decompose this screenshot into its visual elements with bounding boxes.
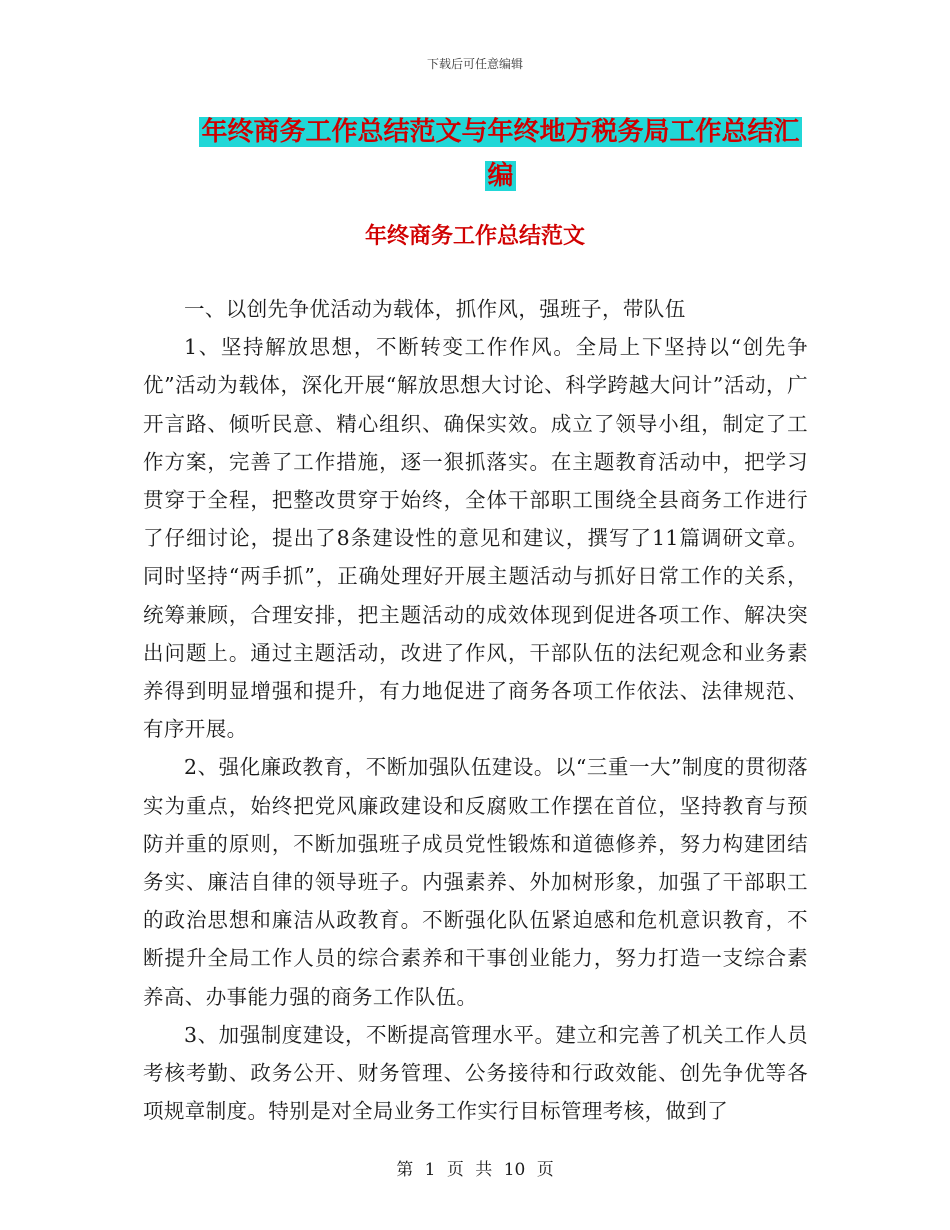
page-footer	[0, 1155, 950, 1180]
document-body	[143, 290, 808, 1130]
paragraph: 一、以创先争优活动为载体，抓作风，强班子，带队伍	[184, 297, 686, 321]
footer-total-pages: 10	[503, 1160, 526, 1180]
footer-prefix: 第	[396, 1160, 414, 1180]
paragraph: 2、强化廉政教育，不断加强队伍建设。以“三重一大”制度的贯彻落实为重点，始终把党风廉政建设和反腐败工作摆在首位，坚持教育与预防并重的原则，不断加强班子成员党性锻炼和道德修养，努力构建团结务实、廉洁自律的领导班子。内强素养、外加树形象，加强了干部职工的政治思想和廉洁从政教育。不断强化队伍紧迫感和危机意识教育，不断提升全局工作人员的综合素养和干事创业能力，努力打造一支综合素养高、办事能力强的商务工作队伍。	[143, 755, 808, 1009]
footer-mid: 页	[446, 1160, 464, 1180]
footer-page-number: 1	[424, 1160, 436, 1180]
paragraph: 3、加强制度建设，不断提高管理水平。建立和完善了机关工作人员考核考勤、政务公开、财务管理、公务接待和行政效能、创先争优等各项规章制度。特别是对全局业务工作实行目标管理考核，做到了	[143, 1022, 808, 1124]
title-line-2: 编	[487, 161, 514, 191]
header-note: 下载后可任意编辑	[426, 57, 523, 71]
footer-of: 共	[475, 1160, 493, 1180]
paragraph: 1、坚持解放思想，不断转变工作作风。全局上下坚持以“创先争优”活动为载体，深化开展“解放思想大讨论、科学跨越大问计”活动，广开言路、倾听民意、精心组织、确保实效。成立了领导小组，制定了工作方案，完善了工作措施，逐一狠抓落实。在主题教育活动中，把学习贯穿于全程，把整改贯穿于始终，全体干部职工围绕全县商务工作进行了仔细讨论，提出了8条建设性的意见和建议，撰写了11篇调研文章。同时坚持“两手抓”，正确处理好开展主题活动与抓好日常工作的关系，统筹兼顾，合理安排，把主题活动的成效体现到促进各项工作、解决突出问题上。通过主题活动，改进了作风，干部队伍的法纪观念和业务素养得到明显增强和提升，有力地促进了商务各项工作依法、法律规范、有序开展。	[143, 335, 808, 742]
title-line-1: 年终商务工作总结范文与年终地方税务局工作总结汇	[201, 117, 800, 147]
footer-suffix: 页	[536, 1160, 554, 1180]
section-title: 年终商务工作总结范文	[364, 224, 585, 249]
document-title	[188, 110, 813, 198]
